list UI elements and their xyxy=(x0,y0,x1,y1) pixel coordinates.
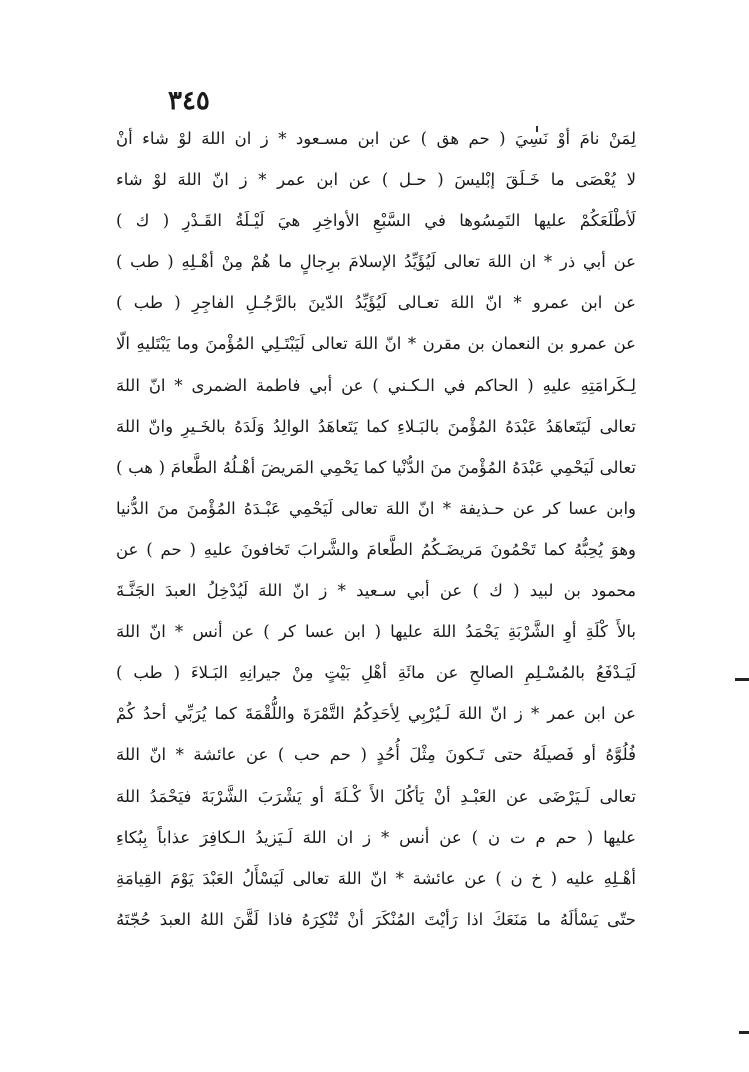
page-edge-mark xyxy=(735,678,749,681)
text-line-11: وهوَ يُحِبُّهُ كما تَحْمُونَ مَريضَـكُمُ الطَّعامَ والشَّرابَ تَخافونَ عليهِ ( حم ) عن xyxy=(116,539,636,559)
hadith-text-block xyxy=(116,118,636,940)
text-line-4: عن أبي ذر * ان اللهَ تعالى لَيُؤَيِّدُ الإسلامَ برِجالٍ ما هُمْ مِنْ أهْـلِهِ ( طب ) xyxy=(116,252,636,272)
text-line-2: لا يُعْصَى ما خَـلَقَ إبْليسَ ( حـل ) عن ابن عمر * ز انّ اللهَ لوْ شاء xyxy=(116,170,636,190)
text-line-17: تعالى لَـيَرْضَى عن العَبْـدِ أنْ يَأكُلَ الأَ كْـلَةَ أو يَشْرَبَ الشَّرْبَةَ فيَحْمَدُ اللهَ xyxy=(116,786,636,806)
text-line-6: عن عمرو بن النعمان بن مقرن * انّ اللهَ تعالى لَيَبْتَـلِي المُؤْمنَ وما يَبْتَليهِ الّا xyxy=(116,334,636,354)
text-line-12: محمود بن لبيد ( ك ) عن أبي سـعيد * ز انّ اللهَ لَيُدْخِلُ العبدَ الجَنَّـةَ xyxy=(116,581,636,601)
text-line-16: فُلُوَّهُ أو فَصيلَهُ حتى تَـكونَ مِثْلَ أُحُدٍ ( حم حب ) عن عائشة * انّ اللهَ xyxy=(116,745,636,765)
text-line-15: عن ابن عمر * ز انّ اللهَ لَـيُرْبِي لِأحَدِكُمُ التَّمْرَةَ واللُّقْمَةَ كما يُرَبِّي أحدُ كُمْ xyxy=(116,704,636,724)
text-line-10: وابن عسا كر عن حـذيفة * انّ اللهَ تعالى لَيَحْمِي عَبْـدَهُ المُؤْمنَ منَ الدُّنيا xyxy=(116,498,636,518)
text-line-20: حتّى يَسْألَهُ ما مَنَعَكَ اذا رَأيْتَ المُنْكَرَ أنْ تُنْكِرَهُ فاذا لَقَّنَ اللهُ العبدَ حُجّتَهُ xyxy=(116,909,636,929)
text-line-14: لَيَـدْفَعُ بالمُسْـلِمِ الصالحِ عن مائَةِ أهْلِ بَيْتٍ مِنْ جيرانِهِ البَـلاءَ ( طب ) xyxy=(116,663,636,683)
text-line-3: لَأطْلَعَكُمْ عليها التَمِسُوها في السَّبْعِ الأواخِرِ هيَ لَيْـلَةُ القَـدْرِ ( ك ) xyxy=(116,211,636,231)
text-line-9: تعالى لَيَحْمِي عَبْدَهُ المُؤْمنَ منَ الدُّنْيا كما يَحْمِي المَريضَ أهْـلُهُ الطَّعامَ ( هب ) xyxy=(116,457,636,477)
text-line-8: تعالى لَيَتَعاهَدُ عَبْدَهُ المُؤْمنَ بالبَـلاءِ كما يَتَعاهَدُ الوالِدُ وَلَدَهُ بالخَـيرِ وانّ اللهَ xyxy=(116,416,636,436)
text-line-13: بالأَ كْلَةِ أوِ الشَّرْبَةِ يَحْمَدُ اللهَ عليها ( ابن عسا كر ) عن أنس * انّ اللهَ xyxy=(116,622,636,642)
page-edge-mark xyxy=(739,1031,749,1034)
text-line-7: لِـكَرامَتِهِ عليهِ ( الحاكم في الـكـني ) عن أبي فاطمة الضمرى * انّ اللهَ xyxy=(116,375,636,395)
text-line-18: عليها ( حم م ت ن ) عن أنس * ز ان اللهَ لَـيَزيدُ الـكافِرَ عذاباً بِبُكاءِ xyxy=(116,827,636,847)
text-line-19: أهْـلِهِ عليه ( خ ن ) عن عائشة * انّ اللهَ تعالى لَيَسْأَلُ العَبْدَ يَوْمَ القِيامَةِ xyxy=(116,868,636,888)
text-line-1: لِمَنْ نامَ أوْ نَسِيَ ( حم هق ) عن ابن مسـعود * ز ان اللهَ لوْ شاء أنْ xyxy=(116,129,636,148)
page-number: ٣٤٥ xyxy=(168,86,210,116)
text-line-5: عن ابن عمرو * انّ اللهَ تعـالى لَيُؤَيِّدُ الدّينَ بالرَّجُـلِ الفاجِرِ ( طب ) xyxy=(116,293,636,313)
